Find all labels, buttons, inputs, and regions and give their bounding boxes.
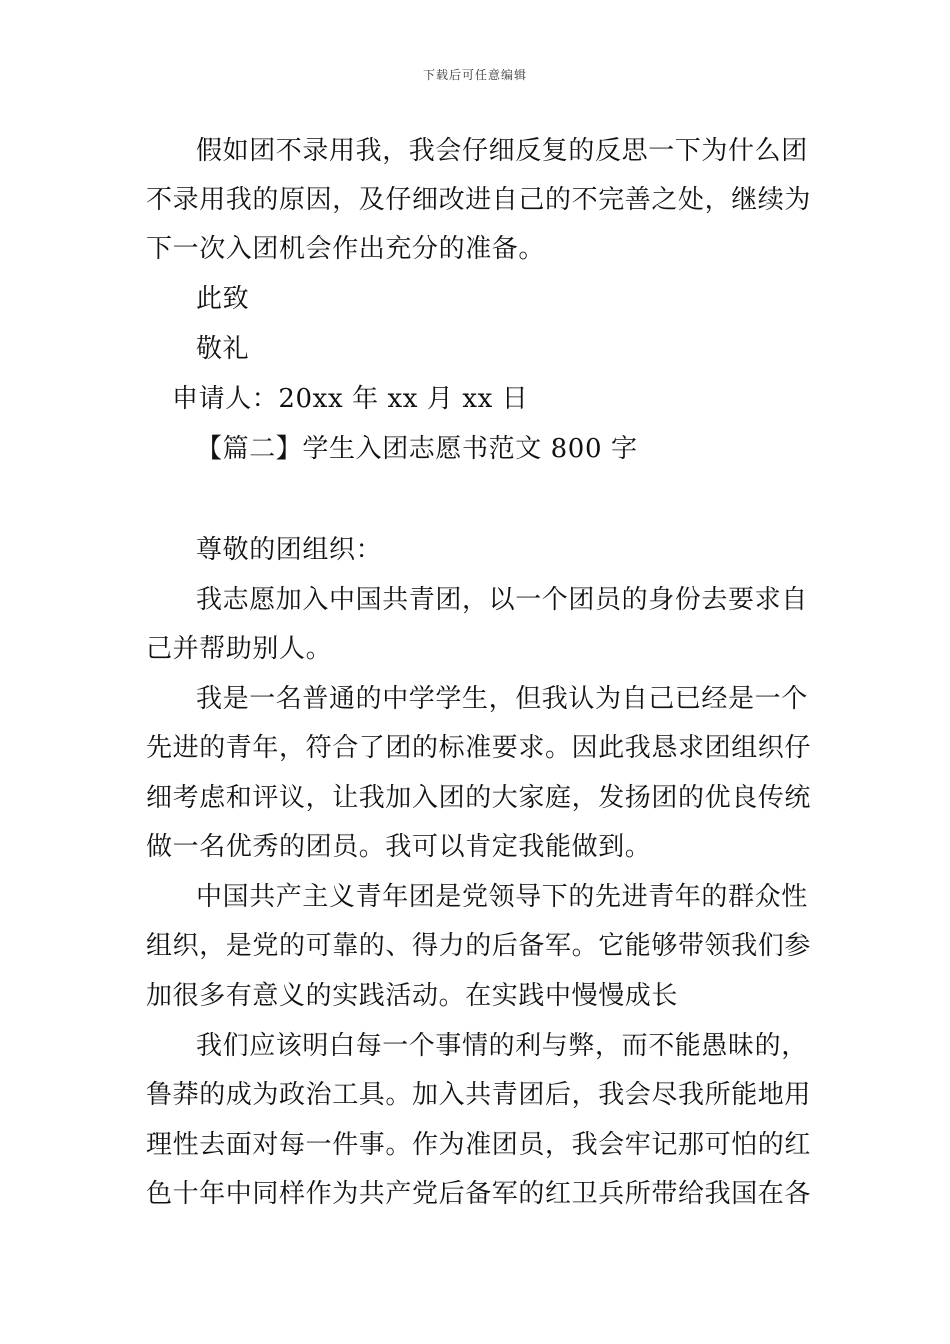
paragraph-line: 我志愿加入中国共青团，以一个团员的身份去要求自 — [196, 585, 808, 615]
page-header: 下载后可任意编辑 — [422, 68, 527, 82]
paragraph-line: 细考虑和评议，让我加入团的大家庭，发扬团的优良传统 — [146, 783, 812, 813]
closing-regards: 敬礼 — [196, 334, 250, 364]
paragraph-line: 我是一名普通的中学学生，但我认为自己已经是一个 — [196, 684, 808, 714]
paragraph-line: 理性去面对每一件事。作为准团员，我会牢记那可怕的红 — [146, 1130, 812, 1160]
closing-salutation: 此致 — [196, 284, 250, 314]
letter-greeting: 尊敬的团组织： — [196, 535, 383, 565]
paragraph-line: 假如团不录用我，我会仔细反复的反思一下为什么团 — [196, 136, 808, 166]
paragraph-line: 下一次入团机会作出充分的准备。 — [146, 234, 546, 264]
paragraph-line: 不录用我的原因，及仔细改进自己的不完善之处，继续为 — [146, 185, 812, 215]
paragraph-line: 鲁莽的成为政治工具。加入共青团后，我会尽我所能地用 — [146, 1080, 812, 1110]
applicant-signature-line: 申请人：20xx 年 xx 月 xx 日 — [172, 384, 529, 414]
paragraph-line: 我们应该明白每一个事情的利与弊，而不能愚昧的， — [196, 1031, 808, 1061]
paragraph-line: 做一名优秀的团员。我可以肯定我能做到。 — [146, 832, 652, 862]
paragraph-line: 色十年中同样作为共产党后备军的红卫兵所带给我国在各 — [146, 1179, 812, 1209]
section-title: 【篇二】学生入团志愿书范文 800 字 — [196, 434, 638, 464]
paragraph-line: 己并帮助别人。 — [146, 634, 333, 664]
paragraph-line: 加很多有意义的实践活动。在实践中慢慢成长 — [146, 981, 679, 1011]
paragraph-line: 先进的青年，符合了团的标准要求。因此我恳求团组织仔 — [146, 733, 812, 763]
paragraph-line: 组织，是党的可靠的、得力的后备军。它能够带领我们参 — [146, 931, 812, 961]
paragraph-line: 中国共产主义青年团是党领导下的先进青年的群众性 — [196, 882, 808, 912]
